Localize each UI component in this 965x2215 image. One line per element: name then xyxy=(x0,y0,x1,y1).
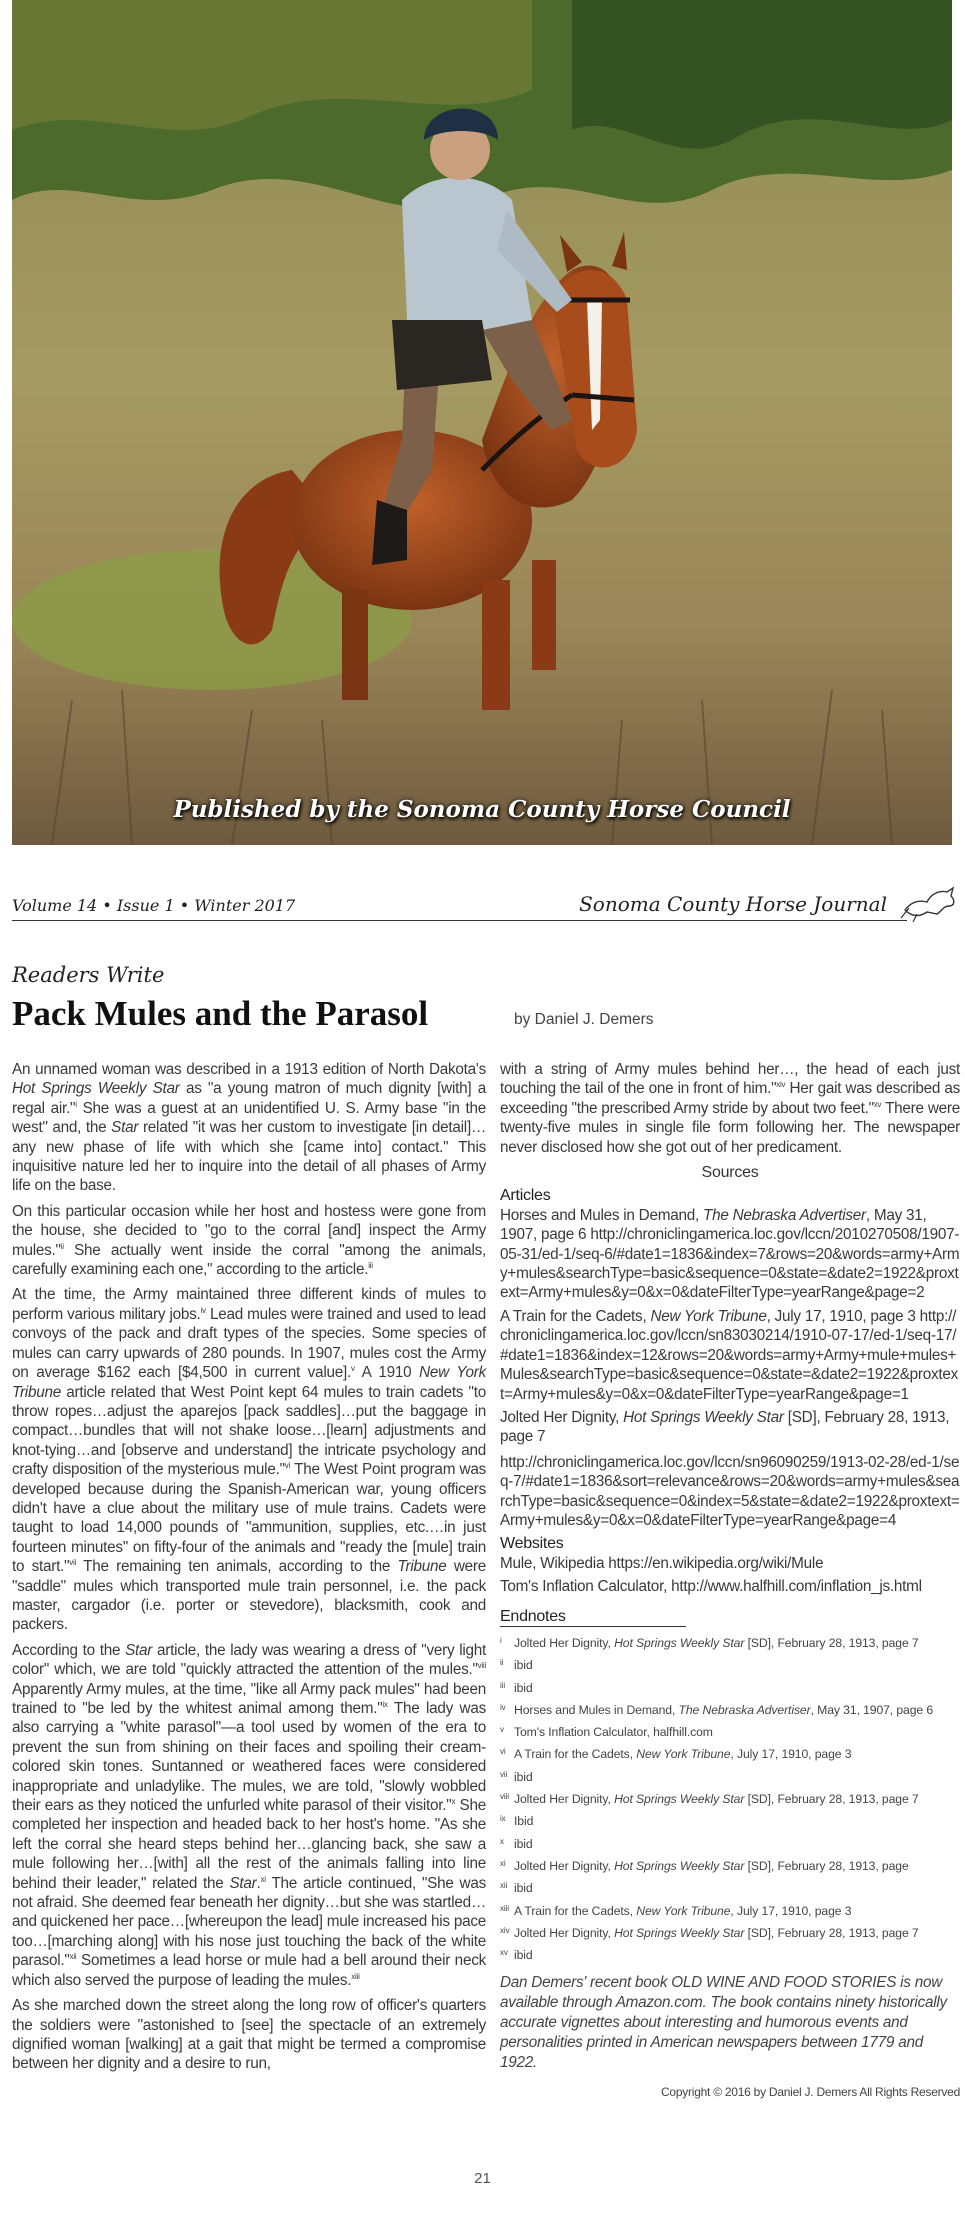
website-entry[interactable]: Mule, Wikipedia https://en.wikipedia.org/wiki/Mule xyxy=(500,1554,824,1572)
body-paragraph: According to the Star article, the lady was wearing a dress of "very light color" which, we are told "quickly attracted the attention of the mules."$^{viii}$ Apparently Army mules, at the time, "like all Army pack mules" had been trained to "be led by the whitest animal among them."$^{ix}$ The lady was also carrying a "white parasol"—a tool used by women of the era to prevent the sun from shining on their faces and spoiling their cream-colored skin tones. Suntanned or weathered faces were considered inappropriate and unladylike. The mules, we are told, "slowly wobbled their ears as they noticed the unfurled white parasol of their visitor."$^x$ She completed her inspection and headed back to her host's home. "As she left the corral she heard steps behind her…glancing back, she saw a mule following her…[with] all the rest of the animals falling into line behind their leader," related the Star.$^{xi}$ The article continued, "She was not afraid. She deemed fear beneath her dignity…but she was startled…and quickened her pace…[whereupon the lead] mule increased his pace too…[marching along] with his nose just touching the back of the white parasol."$^{xii}$ Sometimes a lead horse or mule had a bell around their neck which also served the purpose of leading the mules.$^{xiii}$ xyxy=(12,1641,487,1989)
source-entry: Jolted Her Dignity, Hot Springs Weekly Star [SD], February 28, 1913, page 7 http://chroniclingamerica.loc.gov/lccn/sn96090259/1913-02-28/ed-1/seq-7/#date1=1836&sort=relevance&rows=20&words=army+mules&searchType=basic&sequence=0&index=5&state=&date2=1922&proxtext=Army+mules&y=0&x=0&dateFilterType=yearRange&page=4 xyxy=(500,1408,960,1529)
article-body-right xyxy=(500,1060,960,2103)
endnotes-list xyxy=(500,1631,960,1965)
endnote-item: ix Ibid xyxy=(500,1814,534,1829)
body-paragraph: As she marched down the street along the long row of officer's quarters the soldiers were "astonished to [see] the spectacle of an extremely dignified woman [walking] at a gait that might be termed a compromise between her dignity and a desire to run, xyxy=(12,1997,486,2073)
section-kicker: Readers Write xyxy=(12,963,165,987)
source-link[interactable]: http://chroniclingamerica.loc.gov/lccn/2010270508/1907-05-31/ed-1/seq-6/#date1=1836&index=7&rows=20&words=army+Army+mules&searchType=basic&sequence=0&state=&date2=1922&proxtext=Army+mules&y=0&x=0&dateFilterType=yearRange&page=2 xyxy=(500,1226,960,1302)
websites-heading: Websites xyxy=(500,1535,564,1553)
endnote-item: xii ibid xyxy=(500,1881,533,1896)
copyright-notice: Copyright © 2016 by Daniel J. Demers All Rights Reserved xyxy=(661,2085,960,2100)
endnote-item: iii ibid xyxy=(500,1680,533,1695)
endnote-item: xiv Jolted Her Dignity, Hot Springs Weekly Star [SD], February 28, 1913, page 7 xyxy=(500,1925,919,1940)
book-promo: Dan Demers' recent book OLD WINE AND FOOD STORIES is now available through Amazon.com. The book contains ninety historically accurate vignettes about interesting and humorous events and personalities printed in American newspapers between 1779 and 1922. xyxy=(500,1974,947,2072)
horse-rider-photo xyxy=(12,0,952,845)
journal-title: Sonoma County Horse Journal xyxy=(579,892,887,916)
endnote-item: vii ibid xyxy=(500,1769,533,1784)
endnote-item: viii Jolted Her Dignity, Hot Springs Weekly Star [SD], February 28, 1913, page 7 xyxy=(500,1792,919,1807)
source-link[interactable]: http://chroniclingamerica.loc.gov/lccn/sn96090259/1913-02-28/ed-1/seq-7/#date1=1836&sort=relevance&rows=20&words=army+mules&searchType=basic&sequence=0&index=5&state=&date2=1922&proxtext=Army+mules&y=0&x=0&dateFilterType=yearRange&page=4 xyxy=(500,1453,960,1529)
page-number: 21 xyxy=(474,2170,491,2187)
body-paragraph: with a string of Army mules behind her…, the head of each just touching the tail of the one in front of him."$^{xiv}$ Her gait was described as exceeding "the prescribed Army stride by about two feet."$^{xv}$ There were twenty-five mules in single file form following her. The newspaper never disclosed how she got out of her predicament. xyxy=(500,1061,960,1156)
source-entry: Horses and Mules in Demand, The Nebraska Advertiser, May 31, 1907, page 6 http://chroniclingamerica.loc.gov/lccn/2010270508/1907-05-31/ed-1/seq-6/#date1=1836&index=7&rows=20&words=army+Army+mules&searchType=basic&sequence=0&state=&date2=1922&proxtext=Army+mules&y=0&x=0&dateFilterType=yearRange&page=2 xyxy=(500,1206,960,1302)
photo-caption: Published by the Sonoma County Horse Council xyxy=(173,796,791,823)
running-header xyxy=(12,884,957,924)
endnote-item: iv Horses and Mules in Demand, The Nebraska Advertiser, May 31, 1907, page 6 xyxy=(500,1702,934,1717)
cover-photo xyxy=(12,0,952,845)
endnote-item: xiii A Train for the Cadets, New York Tribune, July 17, 1910, page 3 xyxy=(500,1903,852,1918)
endnote-item: i Jolted Her Dignity, Hot Springs Weekly Star [SD], February 28, 1913, page 7 xyxy=(500,1635,919,1650)
body-paragraph: An unnamed woman was described in a 1913 edition of North Dakota's Hot Springs Weekly Star as "a young matron of much dignity [with] a regal air."$^i$ She was a guest at an unidentified U. S. Army base "in the west" and, the Star related "it was her custom to investigate [in detail]… any new phase of life with which she [came into] contact." This inquisitive nature led her to inquire into the detail of all phases of Army life on the base. xyxy=(12,1061,486,1195)
horse-logo-icon xyxy=(897,884,957,924)
issue-info: Volume 14 • Issue 1 • Winter 2017 xyxy=(12,896,296,915)
website-entry[interactable]: Tom's Inflation Calculator, http://www.halfhill.com/inflation_js.html xyxy=(500,1578,922,1596)
endnote-item: v Tom's Inflation Calculator, halfhill.com xyxy=(500,1725,713,1740)
endnote-item: ii ibid xyxy=(500,1658,533,1673)
endnotes-heading: Endnotes xyxy=(500,1607,686,1627)
endnote-item: xi Jolted Her Dignity, Hot Springs Weekly Star [SD], February 28, 1913, page xyxy=(500,1858,909,1873)
article-body-left xyxy=(12,1060,486,2080)
sources-heading: Sources xyxy=(701,1164,759,1182)
article-byline: by Daniel J. Demers xyxy=(514,1011,654,1028)
source-entry: A Train for the Cadets, New York Tribune, July 17, 1910, page 3 http://chroniclingamerica.loc.gov/lccn/sn83030214/1910-07-17/ed-1/seq-17/#date1=1836&index=12&rows=20&words=army+Army+mule+mules+Mules&searchType=basic&sequence=0&state=&date2=1922&proxtext=Army+mules&y=0&x=0&dateFilterType=yearRange&page=1 xyxy=(500,1307,959,1403)
body-paragraph: At the time, the Army maintained three different kinds of mules to perform various military jobs.$^{iv}$ Lead mules were trained and used to lead convoys of the pack and draft types of the species. Some species of mules can carry upwards of 280 pounds. In 1907, mules cost the Army on average $162 each [$4,500 in current value].$^v$ A 1910 New York Tribune article related that West Point kept 64 mules to train cadets "to throw ropes…adjust the aparejos [pack saddles]…put the baggage in compact…bundles that will not shake loose…[learn] adjustments and knot-tying…and [observe and understand] the intricate psychology and crafty disposition of the mysterious mule."$^{vi}$ The West Point program was developed because during the Spanish-American war, young officers didn't have a clue about the military use of mule trains. Cadets were taught to load 14,000 pounds of "ammunition, supplies, etc.…in just fourteen minutes" on fifty-four of the animals and "ready the [mule] train to start."$^{vii}$ The remaining ten animals, according to the Tribune were "saddle" mules which transported mule train personnel, i.e. the pack master, cargador (i.e. porter or stevedore), blacksmith, cook and packers. xyxy=(12,1286,487,1634)
endnote-item: x ibid xyxy=(500,1836,533,1851)
source-link[interactable]: http://chroniclingamerica.loc.gov/lccn/sn83030214/1910-07-17/ed-1/seq-17/#date1=1836&index=12&rows=20&words=army+Army+mule+mules+Mules&searchType=basic&sequence=0&state=&date2=1922&proxtext=Army+mules&y=0&x=0&dateFilterType=yearRange&page=1 xyxy=(500,1307,959,1403)
articles-heading: Articles xyxy=(500,1187,551,1205)
endnote-item: xv ibid xyxy=(500,1948,533,1963)
header-rule xyxy=(12,920,907,921)
article-title: Pack Mules and the Parasol xyxy=(12,994,429,1033)
body-paragraph: On this particular occasion while her host and hostess were gone from the house, she decided to "go to the corral [and] inspect the Army mules."$^{ii}$ She actually went inside the corral "among the animals, carefully examining each one," according to the article.$^{iii}$ xyxy=(12,1202,486,1279)
endnote-item: vi A Train for the Cadets, New York Tribune, July 17, 1910, page 3 xyxy=(500,1747,852,1762)
